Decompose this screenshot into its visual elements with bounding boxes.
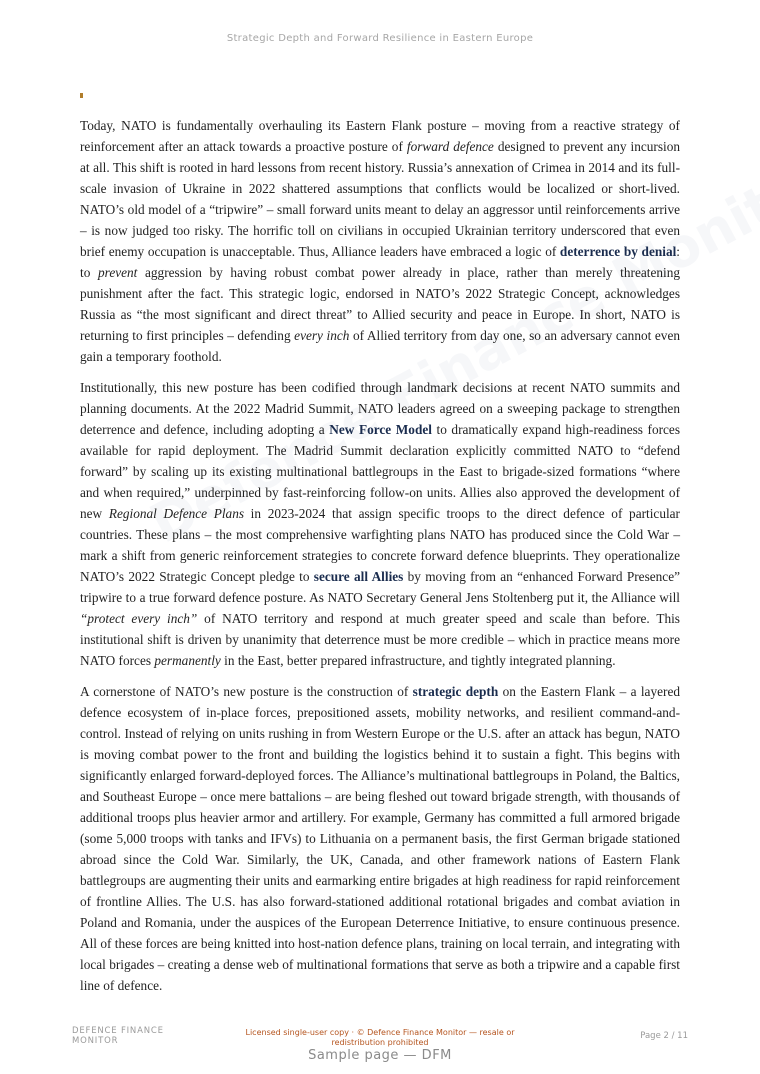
emphasis-permanently: permanently [154,653,221,668]
highlight-secure-all-allies: secure all Allies [313,569,404,584]
paragraph-2 [80,377,680,671]
footer-brand-line-1: DEFENCE FINANCE [72,1026,164,1036]
section-marker [80,93,83,98]
highlight-new-force-model: New Force Model [329,422,432,437]
page-number: Page 2 / 11 [640,1031,688,1041]
text-run: designed to prevent any incursion at all. This shift is rooted in hard lessons from recent history. Russia’s annexation of Crimea in 2014 and its full-scale invasion of Ukraine in 2022 shattered assumptions that conflicts would be localized or short-lived. NATO’s old model of a “tripwire” – small forward units meant to delay an aggressor until reinforcements arrive – is now judged too risky. The horrific toll on civilians in occupied Ukrainian territory underscored that even brief enemy occupation is unacceptable. Thus, Alliance leaders have embraced a logic of [80,139,680,259]
text-run: Institutionally, this new posture has been codified through landmark decisions at recent NATO summits and planning documents. At the 2022 Madrid Summit, NATO leaders agreed on a sweeping package to strengthen deterrence and defence, including adopting a [80,380,680,437]
text-run: Today, NATO is fundamentally overhauling its Eastern Flank posture – moving from a reactive strategy of reinforcement after an attack towards a proactive posture of [80,118,680,154]
text-run: to dramatically expand high-readiness forces available for rapid deployment. The Madrid Summit declaration explicitly committed NATO to “defend forward” by scaling up its existing multinational battlegroups in the East to brigade-sized formations “where and when required,” underpinned by fast-reinforcing follow-on units. Allies also approved the development of new [80,422,680,521]
paragraph-3 [80,681,680,996]
highlight-deterrence-by-denial: deterrence by denial [559,244,677,259]
paragraph-1 [80,115,680,367]
text-run: by moving from an “enhanced Forward Presence” tripwire to a true forward defence posture. As NATO Secretary General Jens Stoltenberg put it, the Alliance will [80,569,680,605]
body-text [80,115,680,1006]
footer-brand-line-2: MONITOR [72,1035,119,1046]
text-run: A cornerstone of NATO’s new posture is the construction of [80,684,413,699]
text-run: of NATO territory and respond at much greater speed and scale than before. This institutional shift is driven by unanimity that deterrence must be more credible – which in practice means more NATO forces [80,611,680,668]
emphasis-protect-every-inch: “protect every inch” [80,611,198,626]
emphasis-prevent: prevent [97,265,138,280]
sample-page-label: Sample page — DFM [308,1048,452,1063]
text-run: in 2023-2024 that assign specific troops to the direct defence of particular countries. These plans – the most comprehensive warfighting plans NATO has produced since the Cold War – mark a shift from generic reinforcement strategies to concrete forward defence blueprints. They operationalize NATO’s 2022 Strategic Concept pledge to [80,506,680,584]
emphasis-regional-defence-plans: Regional Defence Plans [108,506,245,521]
emphasis-forward-defence: forward defence [406,139,494,154]
text-run: of Allied territory from day one, so an adversary cannot even gain a temporary foothold. [80,328,680,364]
emphasis-every-inch: every inch [294,328,350,343]
highlight-strategic-depth: strategic depth [412,684,499,699]
text-run: aggression by having robust combat power already in place, rather than merely threatening punishment after the fact. This strategic logic, endorsed in NATO’s 2022 Strategic Concept, acknowledges Russia as “the most significant and direct threat” to Allied security and peace in Europe. In short, NATO is returning to first principles – defending [80,265,680,343]
text-run: : to [80,244,680,280]
text-run: on the Eastern Flank – a layered defence ecosystem of in-place forces, prepositioned assets, mobility networks, and resilient command-and-control. Instead of relying on units rushing in from Western Europe or the U.S. after an attack has begun, NATO is moving combat power to the front and building the logistics behind it to sustain a fight. This begins with significantly enlarged forward-deployed forces. The Alliance’s multinational battlegroups in Poland, the Baltics, and Southeast Europe – once mere battalions – are being fleshed out toward brigade strength, with thousands of additional troops plus heavier armor and artillery. For example, Germany has committed a full armored brigade (some 5,000 troops with tanks and IFVs) to Lithuania on a permanent basis, the first German brigade stationed abroad since the Cold War. Similarly, the UK, Canada, and other framework nations of Eastern Flank battlegroups are augmenting their units and earmarking entire brigades at high readiness for rapid reinforcement of frontline Allies. The U.S. has also forward-stationed additional rotational brigades and combat aviation in Poland and Romania, under the auspices of the European Deterrence Initiative, to ensure continuous presence. All of these forces are being knitted into host-nation defence plans, training on local terrain, and integrating with local brigades – creating a dense web of multinational formations that serve as both a tripwire and a capable first line of defence. [80,684,680,993]
running-title: Strategic Depth and Forward Resilience in Eastern Europe [226,33,534,44]
footer-brand [72,1027,164,1046]
text-run: in the East, better prepared infrastructure, and tightly integrated planning. [220,653,616,668]
license-notice: Licensed single-user copy · © Defence Finance Monitor — resale or redistribution prohibited [245,1028,515,1047]
